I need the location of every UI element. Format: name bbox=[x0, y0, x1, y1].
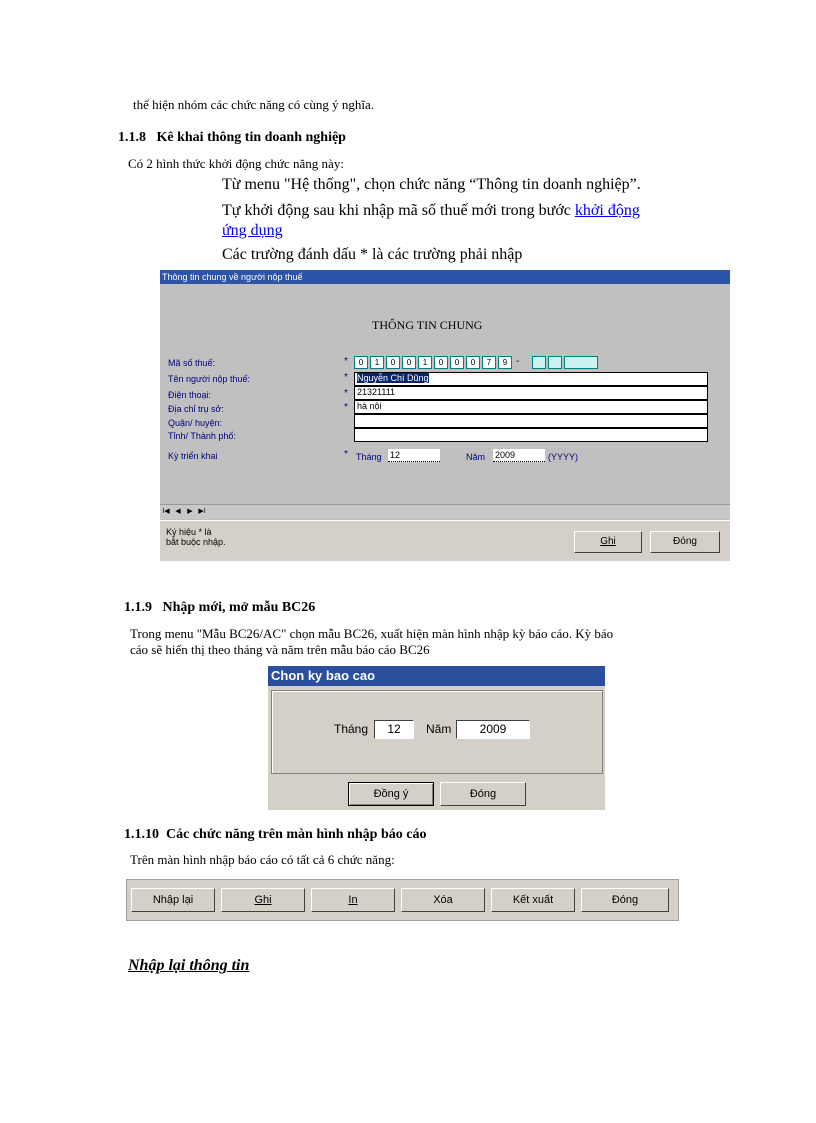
tax-digit[interactable]: 9 bbox=[498, 356, 512, 369]
section-number: 1.1.8 bbox=[118, 130, 146, 145]
required-star: * bbox=[344, 449, 348, 460]
tax-branch-digit[interactable] bbox=[532, 356, 546, 369]
intro-line: thể hiện nhóm các chức năng có cùng ý nghĩa. bbox=[133, 97, 374, 112]
province-field[interactable] bbox=[354, 428, 708, 442]
ok-button[interactable]: Đồng ý bbox=[348, 782, 434, 806]
section-title: Kê khai thông tin doanh nghiệp bbox=[156, 130, 346, 145]
label-phone: Điện thoại: bbox=[168, 390, 212, 400]
reset-button[interactable]: Nhập lại bbox=[131, 888, 215, 912]
record-navigator bbox=[160, 504, 730, 519]
section-number: 1.1.10 bbox=[124, 827, 159, 842]
section-number: 1.1.9 bbox=[124, 600, 152, 615]
required-star: * bbox=[344, 356, 348, 367]
district-field[interactable] bbox=[354, 414, 708, 428]
save-button[interactable]: Ghi bbox=[221, 888, 305, 912]
section-1-1-8-intro: Có 2 hình thức khởi động chức năng này: bbox=[128, 156, 344, 171]
label-address: Địa chỉ trụ sở: bbox=[168, 404, 224, 414]
method-item-2-text: Tự khởi động sau khi nhập mã số thuế mới trong bước bbox=[222, 202, 575, 219]
year-format-hint: (YYYY) bbox=[548, 452, 579, 462]
name-field[interactable] bbox=[354, 372, 708, 386]
year-label: Năm bbox=[466, 452, 486, 462]
tax-digit[interactable]: 0 bbox=[386, 356, 400, 369]
dialog-close-button[interactable]: Đóng bbox=[440, 782, 526, 806]
export-button[interactable]: Kết xuất bbox=[491, 888, 575, 912]
next-record-icon[interactable]: ▶ bbox=[187, 508, 193, 515]
prev-record-icon[interactable]: ◀ bbox=[175, 508, 181, 515]
section-title: Nhập mới, mở mẫu BC26 bbox=[162, 600, 316, 615]
section-title: Các chức năng trên màn hình nhập báo cáo bbox=[166, 827, 427, 842]
period-dialog bbox=[268, 666, 605, 810]
dialog-year-input[interactable]: 2009 bbox=[456, 720, 530, 739]
toolbar-close-button[interactable]: Đóng bbox=[581, 888, 669, 912]
required-star: * bbox=[344, 388, 348, 399]
delete-button[interactable]: Xóa bbox=[401, 888, 485, 912]
tax-digit[interactable]: 0 bbox=[354, 356, 368, 369]
label-tax-code: Mã số thuế: bbox=[168, 358, 216, 368]
dialog-month-input[interactable]: 12 bbox=[374, 720, 414, 739]
first-record-icon[interactable]: I◀ bbox=[162, 508, 170, 515]
form-footer bbox=[160, 520, 730, 561]
save-button[interactable]: Ghi bbox=[574, 531, 642, 553]
required-star: * bbox=[344, 372, 348, 383]
label-province: Tỉnh/ Thành phố: bbox=[168, 431, 236, 441]
startup-link[interactable]: khởi động bbox=[574, 202, 640, 219]
label-period: Kỳ triển khai bbox=[168, 451, 218, 461]
section-1-1-10-intro: Trên màn hình nhập báo cáo có tất cả 6 chức năng: bbox=[130, 852, 395, 867]
last-record-icon[interactable]: ▶I bbox=[198, 508, 206, 515]
dialog-title: Chon ky bao cao bbox=[268, 666, 605, 686]
label-district: Quận/ huyện: bbox=[168, 418, 223, 428]
tax-digit[interactable]: 1 bbox=[370, 356, 384, 369]
tax-digit[interactable]: 1 bbox=[418, 356, 432, 369]
tax-dash: - bbox=[516, 356, 520, 367]
reset-info-heading: Nhập lại thông tin bbox=[128, 957, 250, 974]
section-1-1-10-heading bbox=[124, 827, 426, 843]
print-button[interactable]: In bbox=[311, 888, 395, 912]
tax-branch-digit[interactable] bbox=[548, 356, 562, 369]
dialog-month-label: Tháng bbox=[334, 722, 369, 736]
tax-digit[interactable]: 7 bbox=[482, 356, 496, 369]
phone-field[interactable]: 21321111 bbox=[354, 386, 708, 400]
name-value: Nguyễn Chí Dũng bbox=[357, 373, 429, 383]
close-button[interactable]: Đóng bbox=[650, 531, 720, 553]
report-toolbar bbox=[126, 879, 679, 921]
month-field[interactable]: 12 bbox=[388, 449, 440, 462]
window-title: Thông tin chung về người nộp thuế bbox=[160, 270, 730, 284]
tax-digit[interactable]: 0 bbox=[434, 356, 448, 369]
year-field[interactable]: 2009 bbox=[493, 449, 545, 462]
address-field[interactable]: hà nội bbox=[354, 400, 708, 414]
month-label: Tháng bbox=[356, 452, 382, 462]
footer-note-line-1: Ký hiệu * là bbox=[166, 527, 212, 537]
section-1-1-9-heading bbox=[124, 600, 315, 616]
method-item-2 bbox=[222, 201, 722, 241]
dialog-year-label: Năm bbox=[426, 722, 452, 736]
company-info-window bbox=[160, 270, 730, 560]
section-1-1-9-body-1: Trong menu "Mẫu BC26/AC" chọn mẫu BC26, xuất hiện màn hình nhập kỳ báo cáo. Kỳ báo bbox=[130, 626, 614, 641]
tax-digit[interactable]: 0 bbox=[450, 356, 464, 369]
label-name: Tên người nộp thuế: bbox=[168, 374, 250, 384]
startup-link-cont[interactable]: ứng dụng bbox=[222, 222, 283, 239]
required-note: Các trường đánh dấu * là các trường phải nhập bbox=[222, 246, 523, 263]
required-star: * bbox=[344, 402, 348, 413]
tax-digit[interactable]: 0 bbox=[402, 356, 416, 369]
section-1-1-8-heading bbox=[118, 130, 346, 146]
form-heading: THÔNG TIN CHUNG bbox=[372, 318, 483, 332]
footer-note bbox=[166, 527, 226, 547]
section-1-1-9-body-2: cáo sẽ hiển thị theo tháng và năm trên mẫu báo cáo BC26 bbox=[130, 642, 430, 657]
method-item-1: Từ menu "Hệ thống", chọn chức năng “Thông tin doanh nghiệp”. bbox=[222, 176, 641, 193]
tax-branch-digit[interactable] bbox=[564, 356, 598, 369]
tax-digit[interactable]: 0 bbox=[466, 356, 480, 369]
footer-note-line-2: bắt buộc nhập. bbox=[166, 537, 226, 547]
